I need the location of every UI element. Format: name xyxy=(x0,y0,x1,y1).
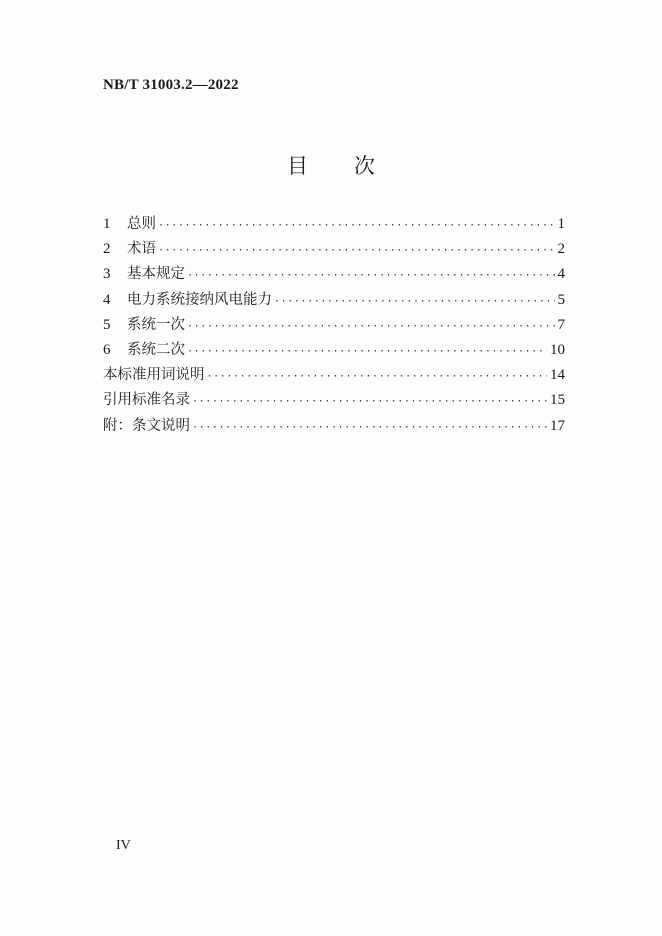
toc-entry-number: 2 xyxy=(103,241,111,258)
standard-code: NB/T 31003.2—2022 xyxy=(103,77,239,93)
toc-entry-label: 术语 xyxy=(127,241,156,258)
toc-entry-page: 17 xyxy=(550,417,565,434)
toc-entry[interactable] xyxy=(103,338,565,363)
toc-entry[interactable] xyxy=(103,262,565,287)
toc-entry-page: 15 xyxy=(550,392,565,409)
toc-leader-dots xyxy=(187,270,555,281)
toc-entry-number: 1 xyxy=(103,216,111,232)
toc-title xyxy=(0,150,662,180)
table-of-contents xyxy=(103,212,565,439)
toc-entry[interactable] xyxy=(103,388,565,413)
toc-entry-number: 5 xyxy=(103,316,111,333)
toc-entry-label: 系统二次 xyxy=(127,341,185,358)
toc-entry-page: 14 xyxy=(550,367,565,384)
toc-entry-label: 附：条文说明 xyxy=(103,417,190,434)
toc-title-char: 次 xyxy=(354,154,375,178)
toc-entry-label: 基本规定 xyxy=(127,266,185,283)
toc-entry-label: 电力系统接纳风电能力 xyxy=(127,291,272,308)
toc-entry[interactable] xyxy=(103,313,565,338)
toc-entry-number: 3 xyxy=(103,266,111,283)
toc-entry[interactable] xyxy=(103,237,565,262)
toc-entry-label: 本标准用词说明 xyxy=(103,367,205,384)
toc-leader-dots xyxy=(158,245,555,256)
toc-leader-dots xyxy=(187,346,547,357)
page-number: IV xyxy=(116,838,131,853)
toc-leader-dots xyxy=(158,220,555,231)
toc-leader-dots xyxy=(192,422,547,433)
toc-entry-page: 4 xyxy=(557,266,565,283)
toc-entry-number: 4 xyxy=(103,291,111,308)
toc-title-char: 目 xyxy=(287,154,308,178)
toc-entry-number: 6 xyxy=(103,341,111,358)
toc-entry-label: 引用标准名录 xyxy=(103,392,190,409)
toc-entry[interactable] xyxy=(103,414,565,439)
toc-entry[interactable] xyxy=(103,288,565,313)
toc-entry[interactable] xyxy=(103,363,565,388)
toc-entry-page: 2 xyxy=(557,241,565,258)
toc-entry[interactable] xyxy=(103,212,565,237)
toc-leader-dots xyxy=(207,371,548,382)
toc-entry-label: 总则 xyxy=(127,216,156,232)
toc-entry-page: 1 xyxy=(557,216,565,232)
toc-entry-page: 7 xyxy=(557,316,565,333)
toc-entry-page: 5 xyxy=(557,291,565,308)
toc-entry-page: 10 xyxy=(550,341,565,358)
toc-leader-dots xyxy=(187,321,555,332)
toc-leader-dots xyxy=(192,396,547,407)
toc-leader-dots xyxy=(274,296,555,307)
toc-entry-label: 系统一次 xyxy=(127,316,185,333)
